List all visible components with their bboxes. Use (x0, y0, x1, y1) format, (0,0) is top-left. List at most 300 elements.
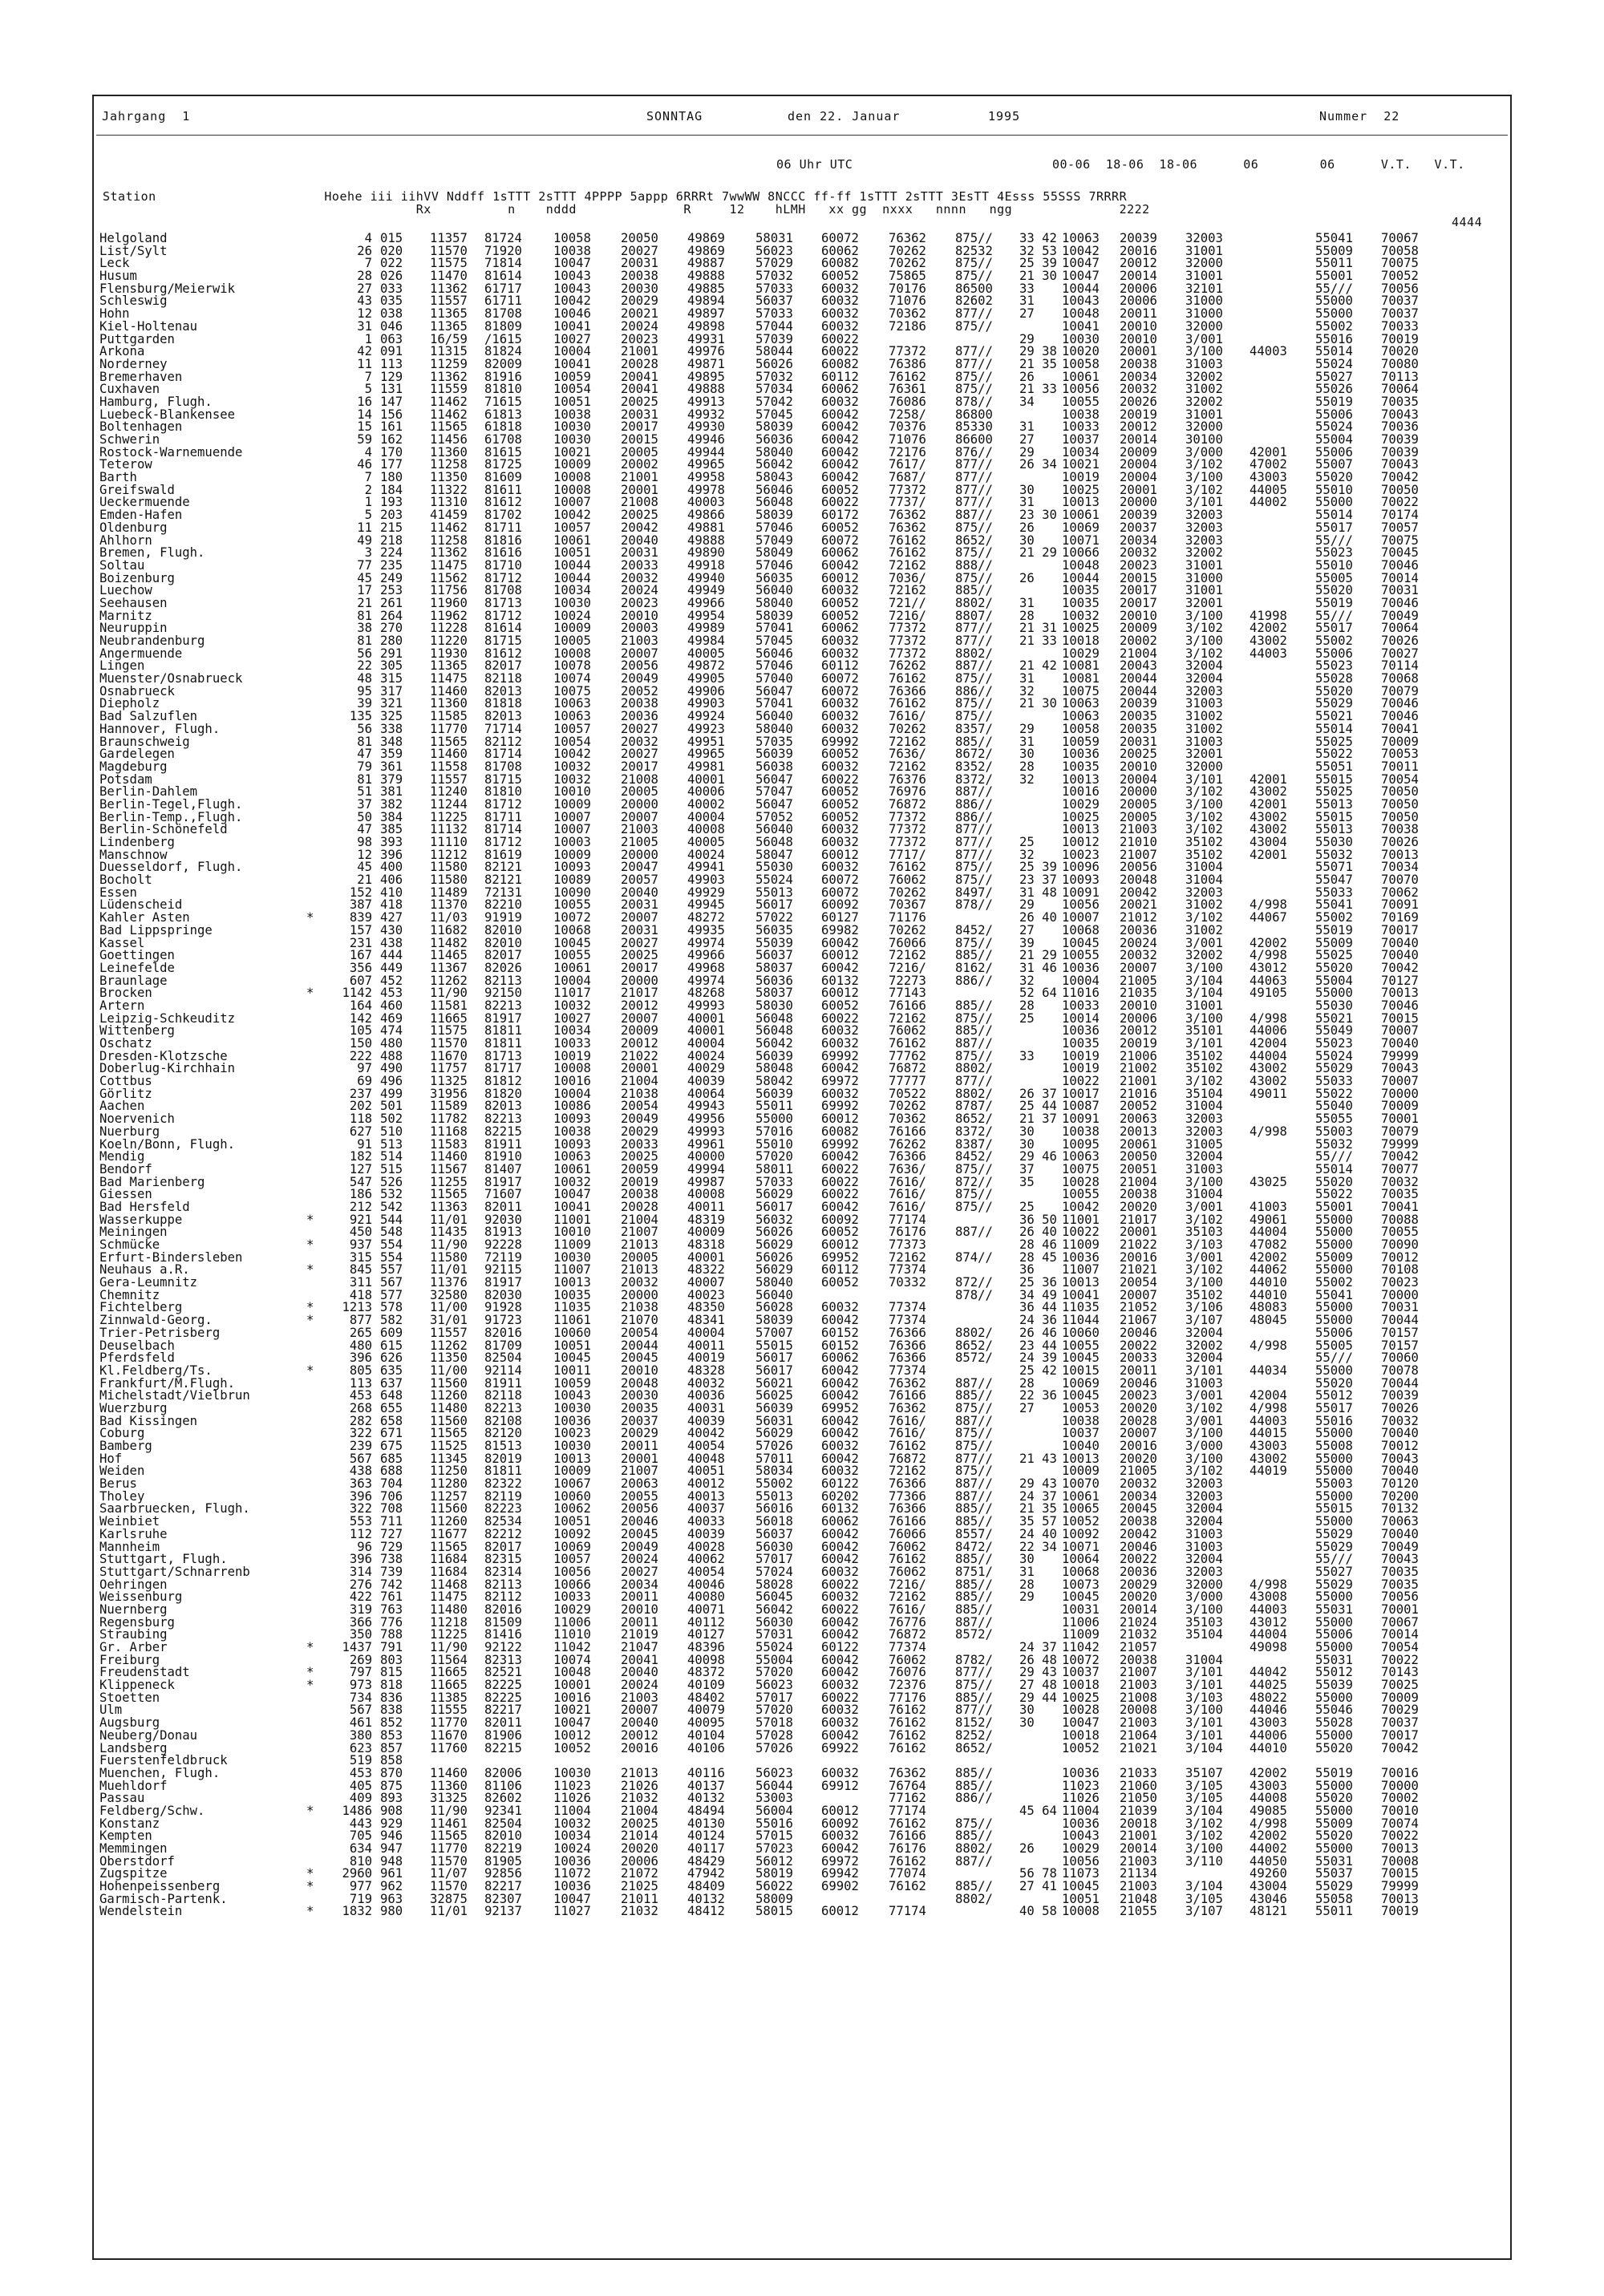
data-group: 49989 (687, 621, 725, 636)
station-height: 396 (349, 1488, 372, 1504)
data-group: 55012 (1315, 1665, 1353, 1680)
station-height: 37 (357, 796, 372, 812)
table-row (99, 1314, 1503, 1327)
data-group: 885// (955, 734, 993, 749)
data-group: 10061 (553, 960, 591, 975)
data-group: 10087 (1062, 1099, 1100, 1114)
table-row (99, 1818, 1503, 1831)
data-group: 20038 (1120, 356, 1157, 371)
group-iihvv: 11365 (430, 318, 468, 334)
data-group: 56029 (755, 1262, 793, 1278)
data-group: 10034 (553, 1023, 591, 1039)
station-name: Pferdsfeld (99, 1350, 175, 1366)
station-name: Chemnitz (99, 1287, 160, 1302)
data-group: 56017 (755, 897, 793, 913)
data-group: 21 29 (1019, 545, 1057, 561)
table-row (99, 358, 1503, 371)
data-group: 31004 (1185, 860, 1223, 875)
data-group: 875// (955, 1010, 993, 1026)
data-group: 10029 (1062, 1841, 1100, 1856)
data-group: 10013 (1062, 1451, 1100, 1466)
data-group: 70064 (1381, 382, 1419, 397)
volume-label: Jahrgang 1 (102, 109, 191, 124)
data-group: 10066 (1062, 545, 1100, 561)
data-group: 55030 (755, 860, 793, 875)
group-nddff: 92150 (484, 986, 522, 1001)
data-group: 55012 (1315, 1388, 1353, 1403)
data-group: 49931 (687, 331, 725, 346)
data-group: 60022 (821, 1577, 859, 1592)
station-index: 577 (380, 1287, 403, 1302)
data-group: 43003 (1250, 1715, 1287, 1731)
data-group: 58039 (755, 608, 793, 623)
data-group: 60042 (821, 1451, 859, 1466)
station-name: Kiel-Holtenau (99, 318, 198, 334)
group-nddff: 61818 (484, 419, 522, 435)
data-group: 45 64 (1019, 1803, 1057, 1818)
data-group: 7216/ (889, 608, 926, 623)
group-iihvv: 11435 (430, 1225, 468, 1240)
data-group: 20001 (621, 482, 658, 497)
data-group: 3/102 (1185, 809, 1223, 824)
group-nddff: 82019 (484, 1451, 522, 1466)
station-height: 26 (357, 243, 372, 258)
data-group: 60042 (821, 457, 859, 472)
data-group: 60082 (821, 256, 859, 271)
group-iihvv: 11480 (430, 1602, 468, 1617)
data-group: 44004 (1250, 1225, 1287, 1240)
data-group: 11004 (553, 1803, 591, 1818)
data-group: 76062 (889, 1023, 926, 1039)
data-group: 21038 (621, 1300, 658, 1315)
data-group: 43012 (1250, 960, 1287, 975)
group-nddff: 81712 (484, 796, 522, 812)
data-group: 70040 (1381, 1526, 1419, 1541)
data-group: 20063 (621, 1476, 658, 1492)
group-nddff: 82013 (484, 709, 522, 724)
data-group: 55030 (1315, 998, 1353, 1013)
data-group: 20027 (621, 1564, 658, 1579)
data-group: 20010 (621, 1363, 658, 1378)
data-group: 70034 (1381, 860, 1419, 875)
group-iihvv: 11/01 (430, 1904, 468, 1919)
data-group: 69972 (821, 1853, 859, 1869)
table-row (99, 1830, 1503, 1843)
data-group: 875// (955, 696, 993, 711)
data-group: 20002 (1120, 634, 1157, 648)
station-index: 469 (380, 1010, 403, 1026)
station-height: 182 (349, 1149, 372, 1164)
data-group: 20023 (621, 331, 658, 346)
data-group: 10069 (1062, 1375, 1100, 1391)
group-nddff: 91919 (484, 910, 522, 925)
data-group: 55028 (1315, 1715, 1353, 1731)
data-group: 8802/ (955, 1086, 993, 1101)
data-group: 10093 (553, 860, 591, 875)
data-group: 20031 (621, 922, 658, 937)
data-group: 21 43 (1019, 1451, 1057, 1466)
station-index: 615 (380, 1338, 403, 1353)
group-iihvv: 11257 (430, 1488, 468, 1504)
data-group: 40064 (687, 1086, 725, 1101)
data-group: 877// (955, 1074, 993, 1089)
data-group: 10014 (1062, 1010, 1100, 1026)
data-group: 10042 (553, 747, 591, 762)
data-group: 20040 (621, 885, 658, 900)
data-group: 20045 (1120, 1501, 1157, 1516)
data-group: 60112 (821, 369, 859, 384)
station-height: 269 (349, 1652, 372, 1667)
data-group: 10058 (553, 231, 591, 245)
station-height: 4 (364, 231, 372, 245)
data-group: 43002 (1250, 784, 1287, 800)
data-group: 40062 (687, 1552, 725, 1567)
data-group: 20023 (1120, 557, 1157, 573)
station-name: Wendelstein (99, 1904, 183, 1919)
data-group: 70157 (1381, 1338, 1419, 1353)
data-group: 40054 (687, 1439, 725, 1453)
data-group: 885// (955, 1388, 993, 1403)
data-group: 10086 (553, 1099, 591, 1114)
station-height: 322 (349, 1426, 372, 1441)
group-nddff: 82017 (484, 658, 522, 674)
station-index: 675 (380, 1439, 403, 1453)
station-index: 406 (380, 873, 403, 888)
data-group: 8672/ (955, 747, 993, 762)
data-group: 7216/ (889, 960, 926, 975)
data-group: 58048 (755, 1061, 793, 1076)
data-group: 55015 (755, 1338, 793, 1353)
group-nddff: 81717 (484, 1061, 522, 1076)
station-name: Weiden (99, 1464, 145, 1479)
data-group: 70009 (1381, 734, 1419, 749)
data-group: 31 48 (1019, 885, 1057, 900)
data-group: 7636/ (889, 747, 926, 762)
data-group: 70108 (1381, 1262, 1419, 1278)
station-index: 526 (380, 1174, 403, 1189)
data-group: 10036 (1062, 1765, 1100, 1780)
table-row (99, 371, 1503, 384)
station-index: 338 (380, 721, 403, 736)
data-group: 57040 (755, 671, 793, 686)
data-group: 31001 (1185, 269, 1223, 284)
data-group: 31003 (1185, 734, 1223, 749)
data-group: 20008 (1120, 1703, 1157, 1718)
data-group: 20001 (1120, 1225, 1157, 1240)
station-name: Stuttgart, Flugh. (99, 1552, 228, 1567)
data-group: 69902 (821, 1879, 859, 1894)
station-height: 105 (349, 1023, 372, 1039)
data-group: 27 41 (1019, 1879, 1057, 1894)
data-group: 27 (1019, 306, 1035, 322)
data-group: 77372 (889, 822, 926, 837)
data-group: 8152/ (955, 1715, 993, 1731)
data-group: 29 (1019, 331, 1035, 346)
data-group: 44005 (1250, 482, 1287, 497)
data-group: 10060 (553, 1488, 591, 1504)
table-row (99, 283, 1503, 296)
data-group: 10042 (1062, 243, 1100, 258)
data-group: 60052 (821, 784, 859, 800)
data-group: 877// (955, 495, 993, 510)
data-group: 10089 (553, 873, 591, 888)
data-group: 32 53 (1019, 243, 1057, 258)
data-group: 21003 (1120, 1715, 1157, 1731)
data-group: 70067 (1381, 231, 1419, 245)
data-group: 60082 (821, 1124, 859, 1139)
data-group: 40039 (687, 1413, 725, 1428)
mountain-marker: * (306, 1904, 314, 1919)
station-height: 937 (349, 1237, 372, 1252)
data-group: 21057 (1120, 1640, 1157, 1654)
data-group: 10027 (553, 1010, 591, 1026)
data-group: 70017 (1381, 922, 1419, 937)
issue-number: Nummer 22 (1319, 109, 1400, 124)
data-group: 44003 (1250, 344, 1287, 359)
data-group: 49085 (1250, 1803, 1287, 1818)
data-group: 31002 (1185, 922, 1223, 937)
data-group: 20025 (621, 508, 658, 523)
station-height: 805 (349, 1363, 372, 1378)
data-group: 10047 (1062, 269, 1100, 284)
table-row (99, 1188, 1503, 1201)
data-group: 57033 (755, 281, 793, 296)
station-height: 202 (349, 1099, 372, 1114)
data-group: 77373 (889, 1237, 926, 1252)
data-group: 21011 (621, 1891, 658, 1906)
station-index: 384 (380, 809, 403, 824)
data-group: 21 42 (1019, 658, 1057, 674)
data-group: 48429 (687, 1853, 725, 1869)
data-group: 55009 (1315, 1249, 1353, 1265)
station-index: 321 (380, 696, 403, 711)
data-group: 21007 (621, 1464, 658, 1479)
station-height: 81 (357, 734, 372, 749)
station-height: 319 (349, 1602, 372, 1617)
station-height: 314 (349, 1564, 372, 1579)
data-group: 70062 (1381, 885, 1419, 900)
data-group: 57017 (755, 1690, 793, 1705)
data-group: 57042 (755, 394, 793, 409)
data-group: 79999 (1381, 1048, 1419, 1063)
data-group: 55024 (1315, 1048, 1353, 1063)
data-group: 20059 (621, 1161, 658, 1176)
data-group: 56048 (755, 1010, 793, 1026)
data-group: 40024 (687, 1048, 725, 1063)
data-group: 60042 (821, 935, 859, 950)
data-group: 10029 (553, 1602, 591, 1617)
data-group: 885// (955, 1765, 993, 1780)
data-group: 76162 (889, 671, 926, 686)
group-iihvv: 11259 (430, 356, 468, 371)
data-group: 76376 (889, 771, 926, 787)
data-group: 21017 (1120, 1212, 1157, 1227)
data-group: 887// (955, 1476, 993, 1492)
data-group: 21002 (1120, 1061, 1157, 1076)
data-group: 3/102 (1185, 482, 1223, 497)
data-group: 11042 (553, 1640, 591, 1654)
data-group: 60092 (821, 897, 859, 913)
data-group: 10073 (1062, 1577, 1100, 1592)
data-group: 3/101 (1185, 1363, 1223, 1378)
data-group: 60032 (821, 318, 859, 334)
data-group: 20031 (1120, 734, 1157, 749)
data-group: 56042 (755, 457, 793, 472)
station-name: Memmingen (99, 1841, 168, 1856)
data-group: 60152 (821, 1338, 859, 1353)
data-group: 55013 (755, 885, 793, 900)
station-height: 81 (357, 771, 372, 787)
data-group: 10045 (1062, 1879, 1100, 1894)
data-group: 55000 (1315, 1426, 1353, 1441)
data-group: 70031 (1381, 583, 1419, 598)
station-height: 42 (357, 344, 372, 359)
table-row (99, 532, 1503, 548)
data-group: 10095 (1062, 1136, 1100, 1152)
station-name: Luebeck-Blankensee (99, 407, 235, 422)
data-group: 55000 (1315, 1363, 1353, 1378)
data-group: 33 (1019, 1048, 1035, 1063)
data-group: 77372 (889, 482, 926, 497)
data-group: 31 (1019, 1564, 1035, 1579)
station-name: Norderney (99, 356, 168, 371)
data-group: 49866 (687, 508, 725, 523)
data-group: 49888 (687, 382, 725, 397)
group-iihvv: 11489 (430, 885, 468, 900)
data-group: 48328 (687, 1363, 725, 1378)
data-group: 31 (1019, 734, 1035, 749)
data-group: 10032 (553, 771, 591, 787)
data-group: 10004 (1062, 973, 1100, 988)
data-group: 31000 (1185, 306, 1223, 322)
station-height: 396 (349, 1350, 372, 1366)
data-group: 20004 (1120, 771, 1157, 787)
data-group: 10036 (1062, 747, 1100, 762)
station-name: Hamburg, Flugh. (99, 394, 213, 409)
table-row (99, 1038, 1503, 1051)
data-group: 7616/ (889, 1187, 926, 1202)
group-nddff: 82010 (484, 922, 522, 937)
data-group: 4/998 (1250, 897, 1287, 913)
data-group: 49061 (1250, 1212, 1287, 1227)
data-group: 55051 (1315, 759, 1353, 774)
data-group: 55003 (1315, 1124, 1353, 1139)
group-iihvv: 11360 (430, 444, 468, 460)
data-group: 11009 (553, 1237, 591, 1252)
group-iihvv: 11280 (430, 1476, 468, 1492)
data-group: 33 42 (1019, 231, 1057, 245)
table-row (99, 1453, 1503, 1466)
data-group: 49940 (687, 570, 725, 585)
data-group: 60042 (821, 1426, 859, 1441)
data-group: 71076 (889, 294, 926, 309)
data-group: 10062 (553, 1501, 591, 1516)
table-row (99, 295, 1503, 308)
data-group: 70054 (1381, 1640, 1419, 1654)
data-group: 20031 (621, 407, 658, 422)
station-name: Gera-Leumnitz (99, 1275, 198, 1290)
data-group: 56048 (755, 835, 793, 849)
station-height: 45 (357, 860, 372, 875)
data-group: 76086 (889, 394, 926, 409)
data-group: 72162 (889, 948, 926, 963)
data-group: 20027 (621, 935, 658, 950)
data-group: 70010 (1381, 1803, 1419, 1818)
column-headers: Station Hoehe iii iihVV Nddff 1sTTT 2sTTT 4PPPP 5appp 6RRRt 7wwWW 8NCCC ff-ff 1sTTT 2sTTT 3EsTT 4Esss 55SSS 7RRRR (103, 189, 1128, 204)
data-group: 55/// (1315, 281, 1353, 296)
group-nddff: 82210 (484, 897, 522, 913)
station-height: 921 (349, 1212, 372, 1227)
data-group: 10081 (1062, 671, 1100, 686)
data-group: 32003 (1185, 1124, 1223, 1139)
data-group: 32004 (1185, 671, 1223, 686)
data-group: 10030 (553, 419, 591, 435)
data-group: 30 (1019, 1715, 1035, 1731)
station-index: 180 (380, 470, 403, 485)
data-group: 70127 (1381, 973, 1419, 988)
group-nddff: 82113 (484, 973, 522, 988)
data-group: 10007 (553, 822, 591, 837)
data-group: 48319 (687, 1212, 725, 1227)
data-group: 48372 (687, 1665, 725, 1680)
data-group: 886// (955, 809, 993, 824)
data-group: 40132 (687, 1791, 725, 1806)
data-group: 21070 (621, 1313, 658, 1328)
data-group: 70040 (1381, 1464, 1419, 1479)
data-group: 76361 (889, 382, 926, 397)
data-group: 20029 (621, 1124, 658, 1139)
data-group: 22 36 (1019, 1388, 1057, 1403)
data-group: 10008 (553, 646, 591, 661)
data-group: 875// (955, 256, 993, 271)
station-index: 460 (380, 998, 403, 1013)
data-group: 10056 (1062, 382, 1100, 397)
station-index: 129 (380, 369, 403, 384)
data-group: 31001 (1185, 243, 1223, 258)
year: 1995 (988, 109, 1021, 124)
data-group: 32000 (1185, 1577, 1223, 1592)
group-iihvv: 11260 (430, 1388, 468, 1403)
data-group: 10042 (553, 508, 591, 523)
data-group: 56017 (755, 1199, 793, 1214)
data-group: 49941 (687, 860, 725, 875)
data-group: 70262 (889, 721, 926, 736)
data-group: 70029 (1381, 1703, 1419, 1718)
station-name: Barth (99, 470, 137, 485)
data-group: 3/104 (1185, 1803, 1223, 1818)
data-group: 60042 (821, 1313, 859, 1328)
data-group: 20017 (621, 759, 658, 774)
station-height: 91 (357, 1136, 372, 1152)
data-group: 20012 (1120, 256, 1157, 271)
data-group: 10061 (1062, 508, 1100, 523)
data-group: 58040 (755, 1275, 793, 1290)
data-group: 35103 (1185, 1614, 1223, 1630)
data-group: 76162 (889, 1703, 926, 1718)
group-nddff: 82225 (484, 1690, 522, 1705)
station-height: 453 (349, 1765, 372, 1780)
data-group: 40130 (687, 1816, 725, 1831)
data-group: 10024 (553, 608, 591, 623)
data-group: 20001 (1120, 482, 1157, 497)
station-index: 635 (380, 1363, 403, 1378)
data-group: 20028 (1120, 1413, 1157, 1428)
data-group: 7616/ (889, 1199, 926, 1214)
data-group: 56037 (755, 948, 793, 963)
data-group: 21003 (1120, 822, 1157, 837)
data-group: 10068 (553, 922, 591, 937)
data-group: 10048 (1062, 557, 1100, 573)
